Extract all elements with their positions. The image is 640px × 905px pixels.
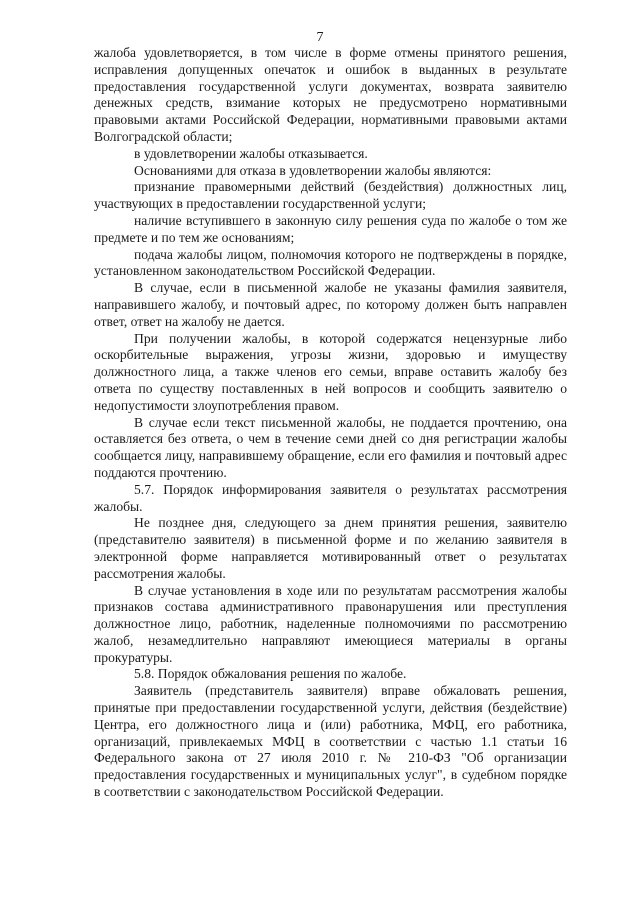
- paragraph-ground-lawful-actions: признание правомерными действий (бездействия) должностных лиц, участвующих в предоставлении государственной услуги;: [94, 179, 567, 212]
- page-number: 7: [316, 30, 324, 45]
- paragraph-offensive-content: При получении жалобы, в которой содержатся нецензурные либо оскорбительные выражения, угрозы жизни, здоровью и имуществу должностного лица, а также членов его семьи, вправе оставить жалобу без ответа по существу поставленных в ней вопросов и сообщить заявителю о недопустимости злоупотребления правом.: [94, 330, 567, 413]
- paragraph-refusal-grounds: Основаниями для отказа в удовлетворении жалобы являются:: [134, 162, 492, 178]
- paragraph-ground-unconfirmed-authority: подача жалобы лицом, полномочия которого не подтверждены в порядке, установленном законодательством Российской Федерации.: [94, 246, 567, 279]
- section-heading-5-8: 5.8. Порядок обжалования решения по жалобе.: [134, 666, 407, 682]
- paragraph-ground-court-decision: наличие вступившего в законную силу решения суда по жалобе о том же предмете и по тем же основаниям;: [94, 212, 567, 245]
- paragraph-reasoned-response: Не позднее дня, следующего за днем принятия решения, заявителю (представителю заявителя) в письменной форме и по желанию заявителя в электронной форме направляется мотивированный ответ о результатах рассмотрения жалобы.: [94, 515, 567, 581]
- paragraph-prosecution-referral: В случае установления в ходе или по результатам рассмотрения жалобы признаков состава административного правонарушения или преступления должностное лицо, работник, наделенные полномочиями по рассмотрению жалоб, незамедлительно направляют имеющиеся материалы в органы прокуратуры.: [94, 582, 567, 665]
- paragraph-no-name-address: В случае, если в письменной жалобе не указаны фамилия заявителя, направившего жалобу, и почтовый адрес, по которому должен быть направлен ответ, ответ на жалобу не дается.: [94, 280, 567, 329]
- paragraph-complaint-refused: в удовлетворении жалобы отказывается.: [134, 145, 368, 161]
- paragraph-judicial-appeal: Заявитель (представитель заявителя) вправе обжаловать решения, принятые при предоставлении государственной услуги, действия (бездействие) Центра, его должностного лица и (или) работника, МФЦ, его работника, организаций, привлекаемых МФЦ в соответствии с частью 1.1 статьи 16 Федерального закона от 27 июля 2010 г. № 210-ФЗ "Об организации предоставления государственных и муниципальных услуг", в судебном порядке в соответствии с законодательством Российской Федерации.: [94, 683, 567, 800]
- section-heading-5-7: 5.7. Порядок информирования заявителя о результатах рассмотрения жалобы.: [94, 481, 567, 514]
- paragraph-unreadable-text: В случае если текст письменной жалобы, не поддается прочтению, она оставляется без ответа, о чем в течение семи дней со дня регистрации жалобы сообщается лицу, направившему обращение, если его фамилия и почтовый адрес поддаются прочтению.: [94, 414, 567, 480]
- paragraph-complaint-satisfied: жалоба удовлетворяется, в том числе в форме отмены принятого решения, исправления допущенных опечаток и ошибок в выданных в результате предоставления государственной услуги документах, возврата заявителю денежных средств, взимание которых не предусмотрено нормативными правовыми актами Российской Федерации, нормативными правовыми актами Волгоградской области;: [94, 45, 567, 144]
- document-body: [94, 45, 567, 801]
